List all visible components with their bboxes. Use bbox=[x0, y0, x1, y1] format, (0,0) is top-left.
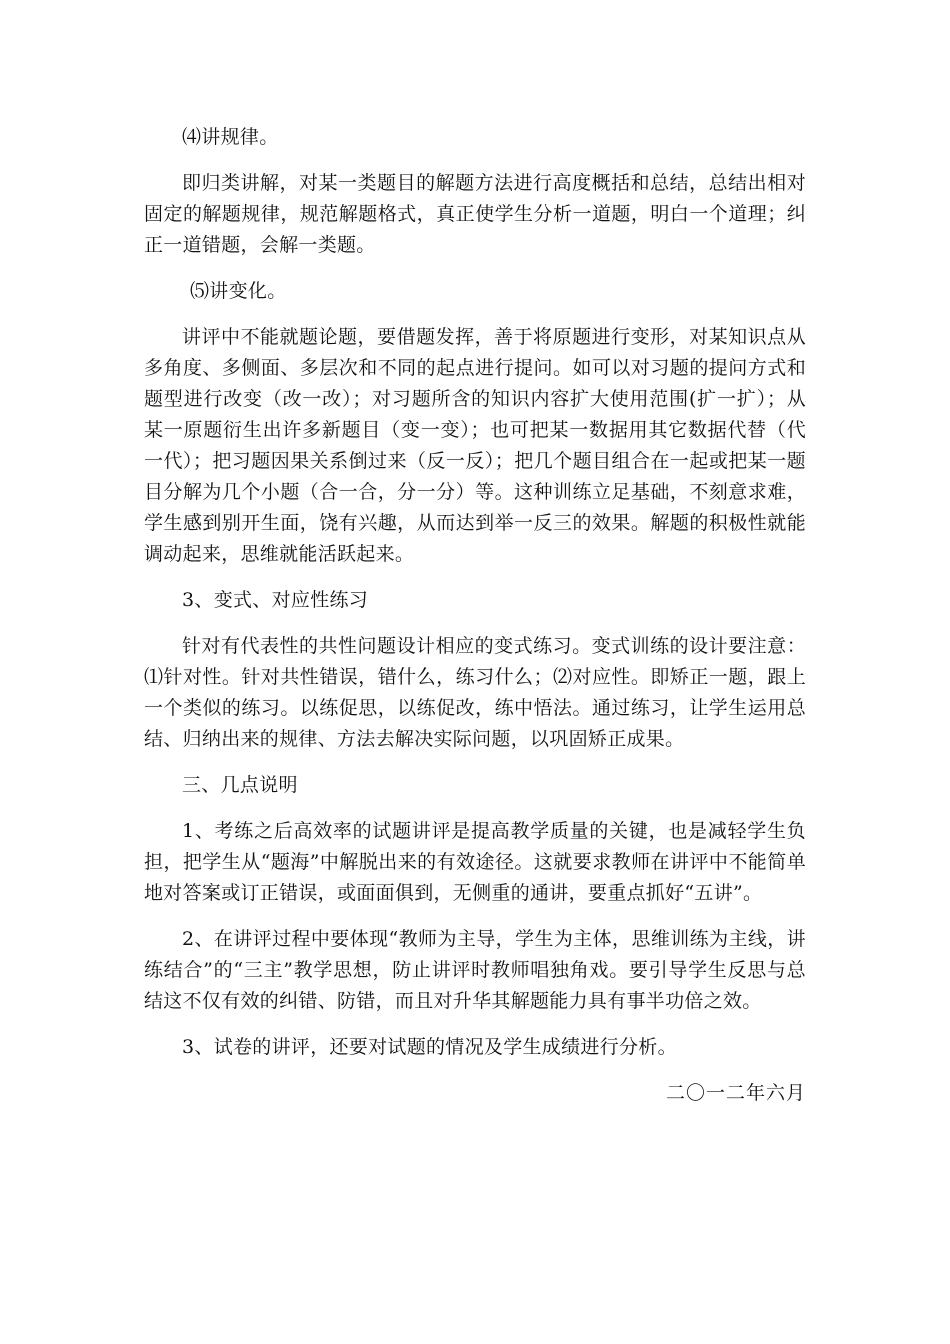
part-heading-notes: 三、几点说明 bbox=[182, 774, 298, 796]
note-2: 2、在讲评过程中要体现“教师为主导，学生为主体，思维训练为主线，讲练结合”的“三主”教学思想，防止讲评时教师唱独角戏。要引导学生反思与总结这不仅有效的纠错、防错，而且对升华其解题能力具有事半功倍之效。 bbox=[144, 928, 806, 1012]
note-1: 1、考练之后高效率的试题讲评是提高教学质量的关键，也是减轻学生负担，把学生从“题海”中解脱出来的有效途径。这就要求教师在讲评中不能简单地对答案或订正错误，或面面俱到，无侧重的通讲，要重点抓好“五讲”。 bbox=[144, 820, 806, 904]
note-3: 3、试卷的讲评，还要对试题的情况及学生成绩进行分析。 bbox=[182, 1036, 677, 1058]
section-heading-exercise: 3、变式、对应性练习 bbox=[182, 589, 369, 611]
heading-rule: ⑷讲规律。 bbox=[182, 126, 279, 148]
paragraph-variation: 讲评中不能就题论题，要借题发挥，善于将原题进行变形，对某知识点从多角度、多侧面、多层次和不同的起点进行提问。如可以对习题的提问方式和题型进行改变（改一改）；对习题所含的知识内容扩大使用范围(扩一扩）；从某一原题衍生出许多新题目（变一变）；也可把某一数据用其它数据代替（代一代）；把习题因果关系倒过来（反一反）；把几个题目组合在一起或把某一题目分解为几个小题（合一合，分一分）等。这种训练立足基础，不刻意求难，学生感到别开生面，饶有兴趣，从而达到举一反三的效果。解题的积极性就能调动起来，思维就能活跃起来。 bbox=[144, 326, 806, 565]
document-body bbox=[144, 122, 806, 1109]
heading-variation: ⑸讲变化。 bbox=[190, 280, 287, 302]
paragraph-rule: 即归类讲解，对某一类题目的解题方法进行高度概括和总结，总结出相对固定的解题规律，规范解题格式，真正使学生分析一道题，明白一个道理；纠正一道错题，会解一类题。 bbox=[144, 172, 806, 256]
paragraph-exercise: 针对有代表性的共性问题设计相应的变式练习。变式训练的设计要注意：⑴针对性。针对共性错误，错什么，练习什么；⑵对应性。即矫正一题，跟上一个类似的练习。以练促思，以练促改，练中悟法。通过练习，让学生运用总结、归纳出来的规律、方法去解决实际问题，以巩固矫正成果。 bbox=[144, 635, 806, 750]
document-date: 二〇一二年六月 bbox=[665, 1082, 806, 1104]
